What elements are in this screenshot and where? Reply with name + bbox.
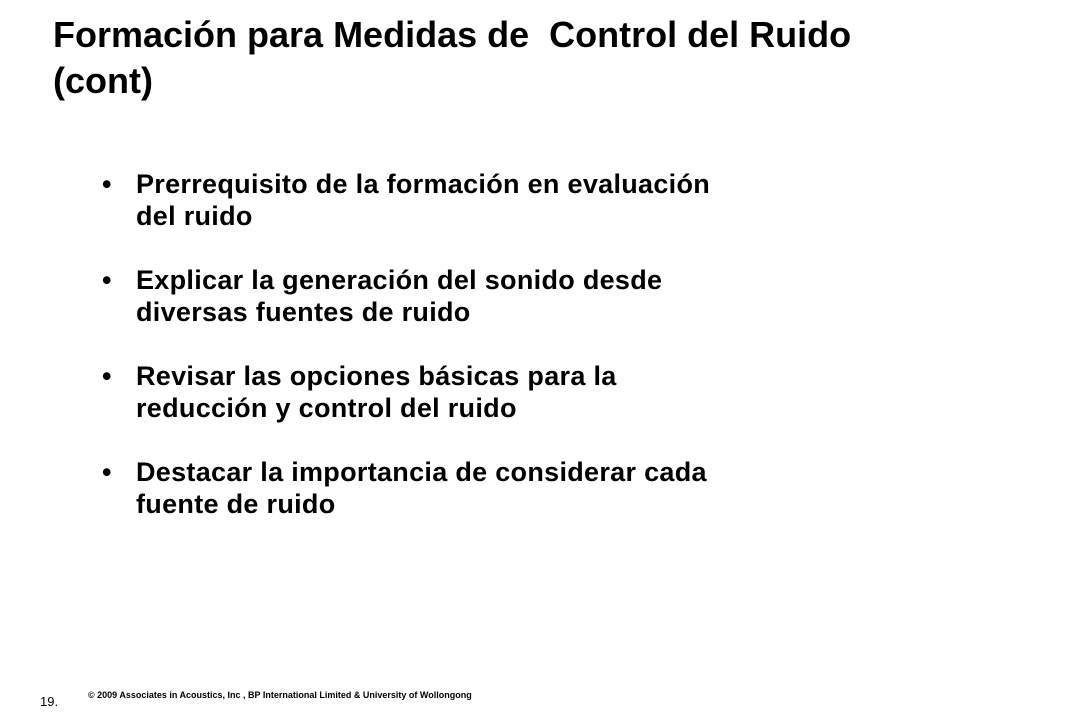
slide-title: Formación para Medidas de Control del Ruido (cont) [53, 14, 852, 101]
bullet-list [100, 168, 960, 552]
bullet-item [100, 264, 960, 328]
copyright-notice: © 2009 Associates in Acoustics, Inc , BP International Limited & University of Wollongong [88, 690, 472, 700]
bullet-dot-icon: • [102, 265, 112, 295]
bullet-text: Explicar la generación del sonido desde diversas fuentes de ruido [136, 265, 663, 327]
bullet-dot-icon: • [102, 457, 112, 487]
bullet-text: Prerrequisito de la formación en evaluación del ruido [136, 169, 711, 231]
bullet-item [100, 456, 960, 520]
bullet-text: Destacar la importancia de considerar cada fuente de ruido [136, 457, 707, 519]
slide-number: 19. [40, 694, 59, 709]
bullet-item [100, 360, 960, 424]
bullet-dot-icon: • [102, 169, 112, 199]
bullet-item [100, 168, 960, 232]
bullet-text: Revisar las opciones básicas para la reducción y control del ruido [136, 361, 617, 423]
bullet-dot-icon: • [102, 361, 112, 391]
